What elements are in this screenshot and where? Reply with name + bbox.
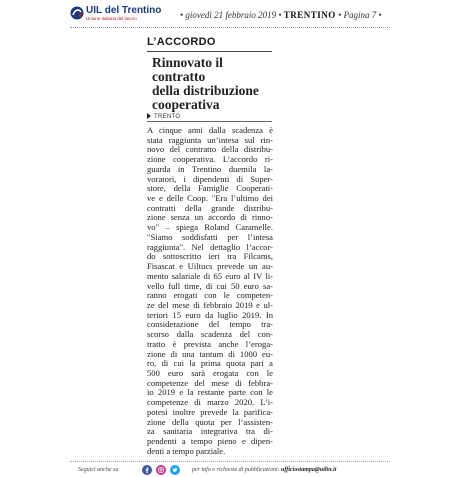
org-subtitle: Unione Italiana del lavoro bbox=[86, 16, 137, 21]
body-line: potesi inoltre prevede la parifica- bbox=[147, 406, 273, 417]
body-line: do sottoscritto ieri tra Filcams, bbox=[147, 251, 273, 262]
body-line: store, della Famiglie Cooperati- bbox=[147, 183, 273, 194]
body-line: za sanitaria integrativa tra di- bbox=[147, 426, 273, 437]
body-line: pendenti a tempo pieno e dipen- bbox=[147, 436, 273, 446]
body-line: ve e delle Coop. "Era l’ultimo dei bbox=[147, 193, 273, 204]
headline-line: della distribuzione bbox=[152, 83, 259, 98]
newspaper-name: TRENTINO bbox=[283, 10, 336, 20]
body-line: novo del contratto della distribu- bbox=[147, 144, 273, 155]
masthead-divider bbox=[70, 27, 390, 28]
headline-line: cooperativa bbox=[152, 97, 220, 112]
body-line: Fisascat e Uiltucs prevede un au- bbox=[147, 261, 273, 272]
twitter-icon[interactable] bbox=[170, 465, 180, 475]
org-name: UIL del Trentino bbox=[86, 5, 162, 16]
body-line: ze del mese di febbraio 2019 e ul- bbox=[147, 299, 273, 310]
follow-label: Seguici anche su bbox=[78, 467, 119, 473]
body-line: considerazione del tempo tra- bbox=[147, 319, 273, 330]
body-line: tratto è prevista anche l’eroga- bbox=[147, 338, 273, 349]
article-location bbox=[147, 113, 180, 120]
body-line: zione cooperativa. L’accordo ri- bbox=[147, 154, 273, 165]
body-line: mento salariale di 65 euro al IV li- bbox=[147, 270, 273, 281]
body-line: contratti della grande distribu- bbox=[147, 202, 273, 213]
uil-logo bbox=[70, 5, 166, 23]
body-line: zione di una tantum di 1000 eu- bbox=[147, 348, 273, 359]
body-line: A cinque anni dalla scadenza è bbox=[147, 125, 273, 135]
contact-label: per info e richieste di pubblicazioni: bbox=[192, 467, 280, 473]
headline-line: Rinnovato il contratto bbox=[152, 55, 223, 84]
masthead-dateline bbox=[180, 10, 382, 20]
body-line: competenze del mese di febbra- bbox=[147, 377, 273, 388]
body-line: denti a tempo parziale. bbox=[147, 445, 226, 456]
body-line: voratori, i dipendenti di Super- bbox=[147, 173, 273, 184]
body-line: vello full time, di cui 50 euro sa- bbox=[147, 280, 273, 291]
section-title: L’ACCORDO bbox=[147, 36, 216, 48]
section-divider bbox=[147, 51, 272, 52]
location-marker-icon bbox=[147, 113, 151, 119]
page-number: • Pagina 7 • bbox=[338, 10, 382, 20]
instagram-icon[interactable] bbox=[156, 465, 166, 475]
body-line: competenze di marzo 2020. L’i- bbox=[147, 397, 273, 408]
contact-email[interactable]: ufficiostampa@uiltn.it bbox=[281, 467, 337, 473]
facebook-icon[interactable] bbox=[142, 465, 152, 475]
location-label: TRENTO bbox=[154, 114, 181, 120]
body-line: ro, di cui la prima quota pari a bbox=[147, 358, 273, 369]
body-line: vo" – spiega Roland Caramelle. bbox=[147, 222, 273, 233]
footer-divider bbox=[70, 461, 390, 462]
publication-date: • giovedì 21 febbraio 2019 • bbox=[180, 10, 282, 20]
body-line: "Siamo soddisfatti per l’intesa bbox=[147, 231, 273, 242]
article-body bbox=[147, 126, 273, 456]
body-line: zione della quota per l’assisten- bbox=[147, 416, 273, 427]
body-line: guarda in Trentino duemila la- bbox=[147, 163, 273, 174]
contact-info bbox=[192, 467, 336, 473]
body-line: io 2019 e la restante parte con le bbox=[147, 387, 273, 398]
body-line: teriori 15 euro da luglio 2019. In bbox=[147, 309, 273, 320]
body-line: stata raggiunta un’intesa sul rin- bbox=[147, 134, 273, 145]
body-line: ranno erogati con le competen- bbox=[147, 290, 273, 301]
body-line: zione senza un accordo di rinno- bbox=[147, 212, 273, 223]
body-line: scorso dalla scadenza del con- bbox=[147, 329, 273, 340]
location-divider bbox=[147, 121, 272, 122]
body-line: 500 euro sarà erogata con le bbox=[147, 367, 273, 378]
article-headline bbox=[152, 56, 277, 112]
uil-logo-icon bbox=[70, 6, 84, 20]
body-line: raggiunta". Nel dettaglio l’accor- bbox=[147, 241, 273, 252]
